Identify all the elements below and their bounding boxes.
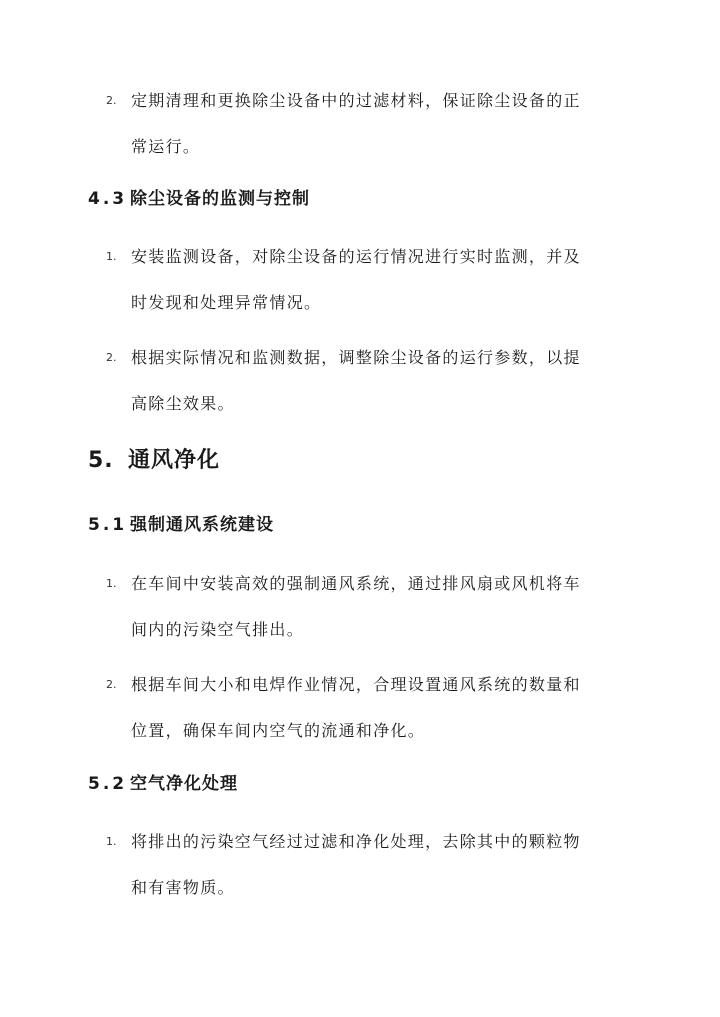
- list-item-text: 安装监测设备，对除尘设备的运行情况进行实时监测，并及: [131, 247, 581, 266]
- section-number: 5.1: [88, 515, 128, 535]
- section-title: 强制通风系统建设: [130, 515, 274, 535]
- list-item-text: 间内的污染空气排出。: [131, 620, 305, 639]
- list-item-text: 位置，确保车间内空气的流通和净化。: [131, 721, 426, 740]
- list-item-text: 时发现和处理异常情况。: [131, 293, 322, 312]
- list-item-text: 和有害物质。: [131, 878, 235, 897]
- section-number: 4.3: [88, 189, 128, 209]
- section-heading: [88, 513, 274, 537]
- list-marker: 2.: [106, 351, 117, 364]
- section-number: 5.2: [88, 774, 128, 794]
- list-marker: 1.: [106, 835, 117, 848]
- chapter-number: 5.: [88, 448, 114, 473]
- list-item-text: 在车间中安装高效的强制通风系统，通过排风扇或风机将车: [131, 574, 581, 593]
- chapter-heading: [88, 446, 220, 476]
- chapter-title: 通风净化: [128, 448, 221, 473]
- list-item-text: 根据实际情况和监测数据，调整除尘设备的运行参数，以提: [131, 348, 581, 367]
- list-marker: 2.: [106, 94, 117, 107]
- section-title: 空气净化处理: [130, 774, 238, 794]
- list-item-text: 将排出的污染空气经过过滤和净化处理，去除其中的颗粒物: [131, 832, 581, 851]
- list-marker: 1.: [106, 250, 117, 263]
- list-marker: 1.: [106, 577, 117, 590]
- section-title: 除尘设备的监测与控制: [130, 189, 310, 209]
- list-item-text: 高除尘效果。: [131, 394, 235, 413]
- list-marker: 2.: [106, 678, 117, 691]
- list-item-text: 常运行。: [131, 137, 201, 156]
- list-item-text: 定期清理和更换除尘设备中的过滤材料，保证除尘设备的正: [131, 91, 581, 110]
- list-item-text: 根据车间大小和电焊作业情况，合理设置通风系统的数量和: [131, 675, 581, 694]
- section-heading: [88, 772, 238, 796]
- section-heading: [88, 187, 310, 211]
